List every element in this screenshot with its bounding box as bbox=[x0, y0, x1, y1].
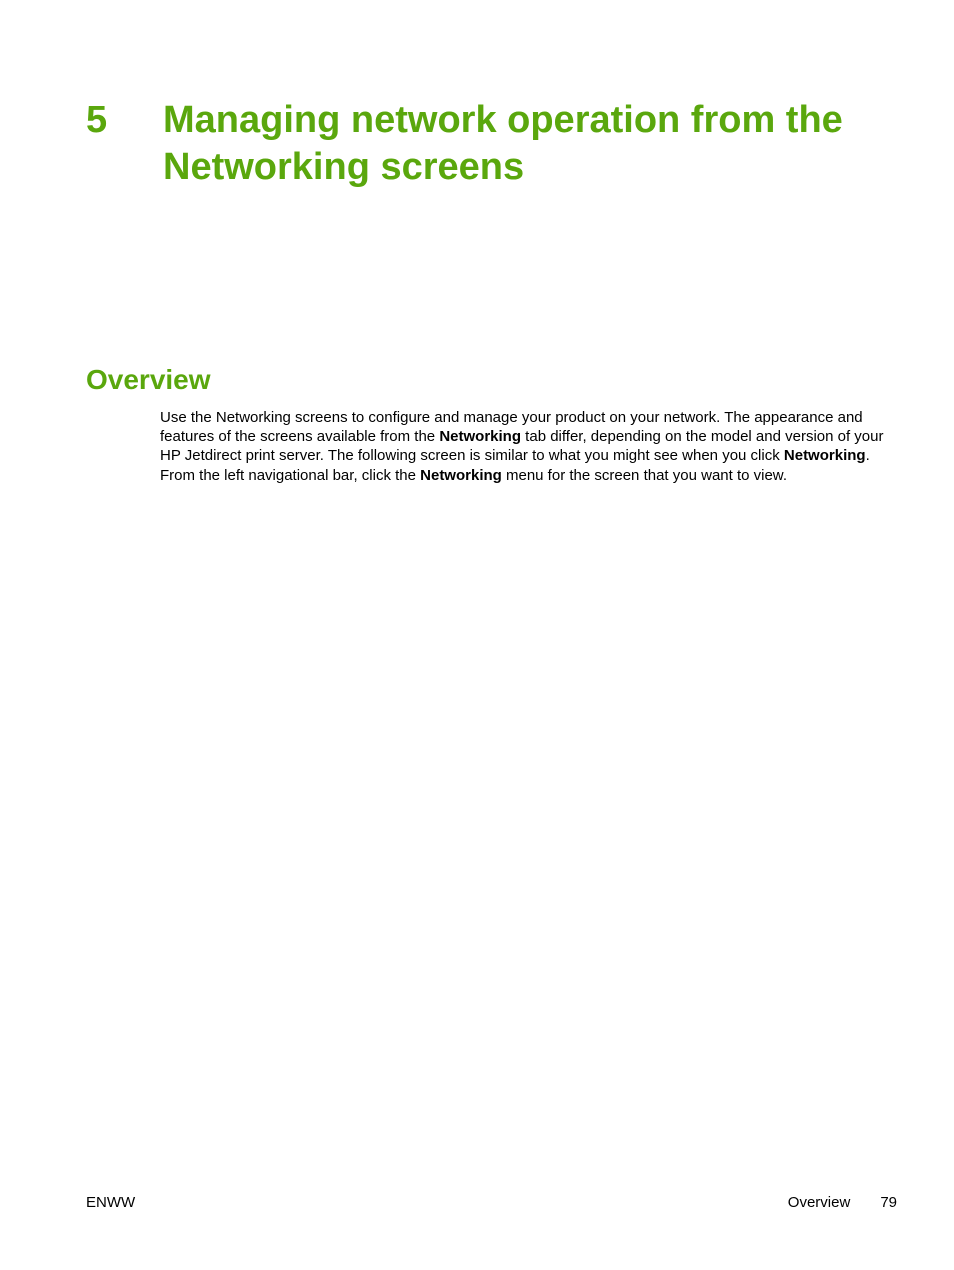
paragraph-bold-term: Networking bbox=[783, 447, 866, 465]
page-number: 79 bbox=[880, 1194, 897, 1211]
paragraph-bold-term: Networking bbox=[439, 428, 522, 446]
paragraph-bold-term: Networking bbox=[420, 466, 502, 484]
overview-paragraph bbox=[160, 408, 890, 485]
chapter-number: 5 bbox=[86, 99, 108, 141]
chapter-title: Managing network operation from the Networking screens bbox=[163, 99, 843, 188]
footer-right bbox=[788, 1193, 897, 1212]
paragraph-text: menu for the screen that you want to view. bbox=[501, 466, 787, 484]
paragraph-text: . From the left navigational bar, click the bbox=[160, 447, 870, 484]
footer-section-name: Overview bbox=[787, 1194, 851, 1211]
paragraph-text: tab differ, depending on the model and version of your HP Jetdirect print server. The following screen is similar to what you might see when you click bbox=[160, 428, 884, 465]
section-title: Overview bbox=[86, 364, 211, 395]
footer-left-label: ENWW bbox=[86, 1194, 136, 1211]
paragraph-text: Use the Networking screens to configure and manage your product on your network. The appearance and features of the screens available from the bbox=[160, 409, 863, 446]
